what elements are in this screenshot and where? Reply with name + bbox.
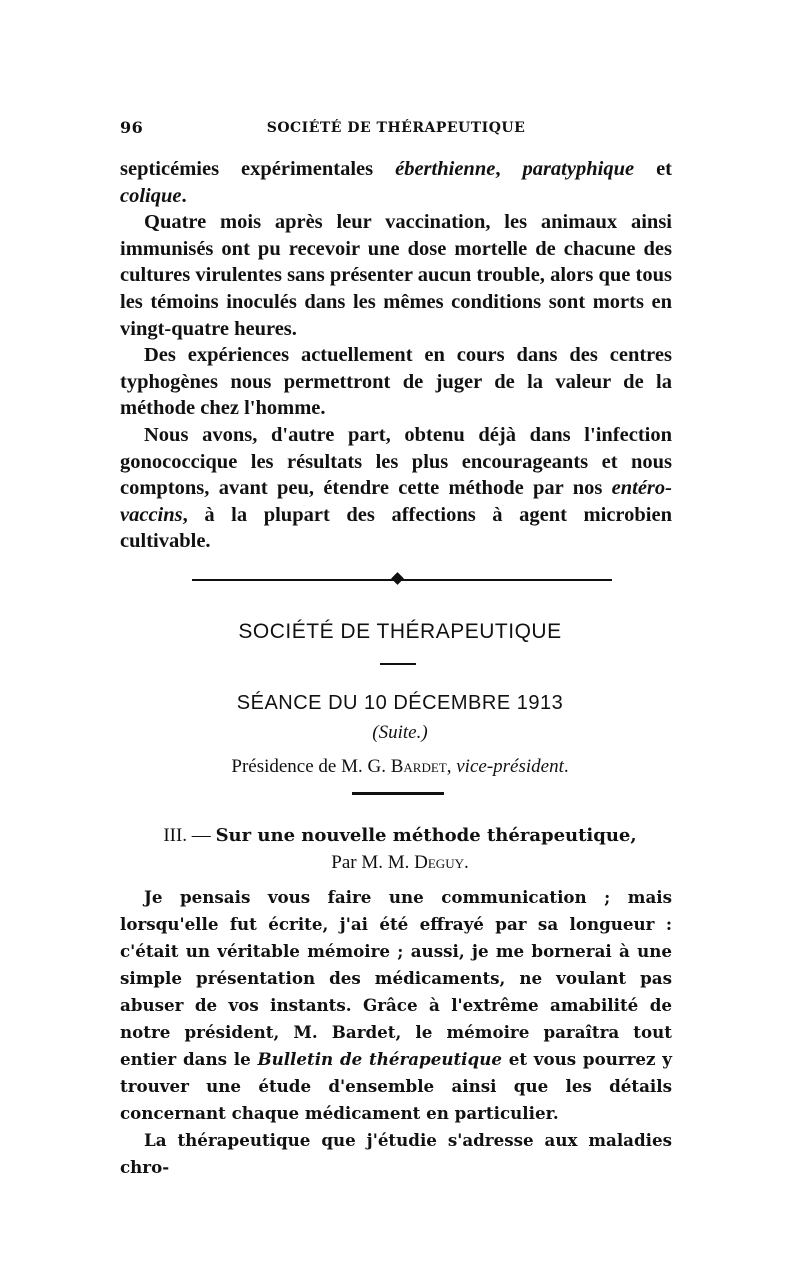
paragraph: Je pensais vous faire une communication ; mais lorsqu'elle fut écrite, j'ai été effrayé par sa longueur : c'était un véritable mémoire ; aussi, je me bornerai à une simple présentation des médicaments, ne voulant pas abuser de vos instants. Grâce à l'extrême amabilité de notre président, M. Bardet, le mémoire paraîtra tout entier dans le Bulletin de thérapeutique et vous pourrez y trouver une étude d'ensemble ainsi que les détails concernant chaque médicament en particulier. xyxy=(120,887,672,1123)
article-author: Par M. M. Deguy. xyxy=(331,852,469,873)
paragraph: Nous avons, d'autre part, obtenu déjà dans l'infection gonococcique les résultats les plus encourageants et nous comptons, avant peu, étendre cette méthode par nos entéro-vaccins, à la plupart des affections à agent microbien cultivable. xyxy=(120,423,672,553)
paragraph: Quatre mois après leur vaccination, les animaux ainsi immunisés ont pu recevoir une dose mortelle de chacune des cultures virulentes sans présenter aucun trouble, alors que tous les témoins inoculés dans les mêmes conditions sont morts en vingt-quatre heures. xyxy=(120,211,672,340)
paragraph: Des expériences actuellement en cours dans des centres typhogènes nous permettront de juger de la valeur de la méthode chez l'homme. xyxy=(120,344,672,420)
short-rule xyxy=(352,792,444,795)
article-title: III. — Sur une nouvelle méthode thérapeutique, Par M. M. Deguy. xyxy=(120,822,680,876)
article-body xyxy=(120,884,672,1181)
running-title: SOCIÉTÉ DE THÉRAPEUTIQUE xyxy=(266,120,526,136)
continued-text xyxy=(120,156,672,555)
paragraph: La thérapeutique que j'étudie s'adresse aux maladies chro- xyxy=(120,1130,672,1177)
paragraph: septicémies expérimentales éberthienne, paratyphique et colique. xyxy=(120,158,672,207)
short-rule xyxy=(380,663,416,665)
divider-ornament xyxy=(391,572,404,585)
suite-label: (Suite.) xyxy=(372,722,428,743)
section-title: SOCIÉTÉ DE THÉRAPEUTIQUE xyxy=(238,620,562,643)
page-number: 96 xyxy=(120,118,144,137)
seance-heading: SÉANCE DU 10 DÉCEMBRE 1913 xyxy=(236,692,564,714)
presidence-line: Présidence de M. G. Bardet, vice-président. xyxy=(231,756,569,777)
